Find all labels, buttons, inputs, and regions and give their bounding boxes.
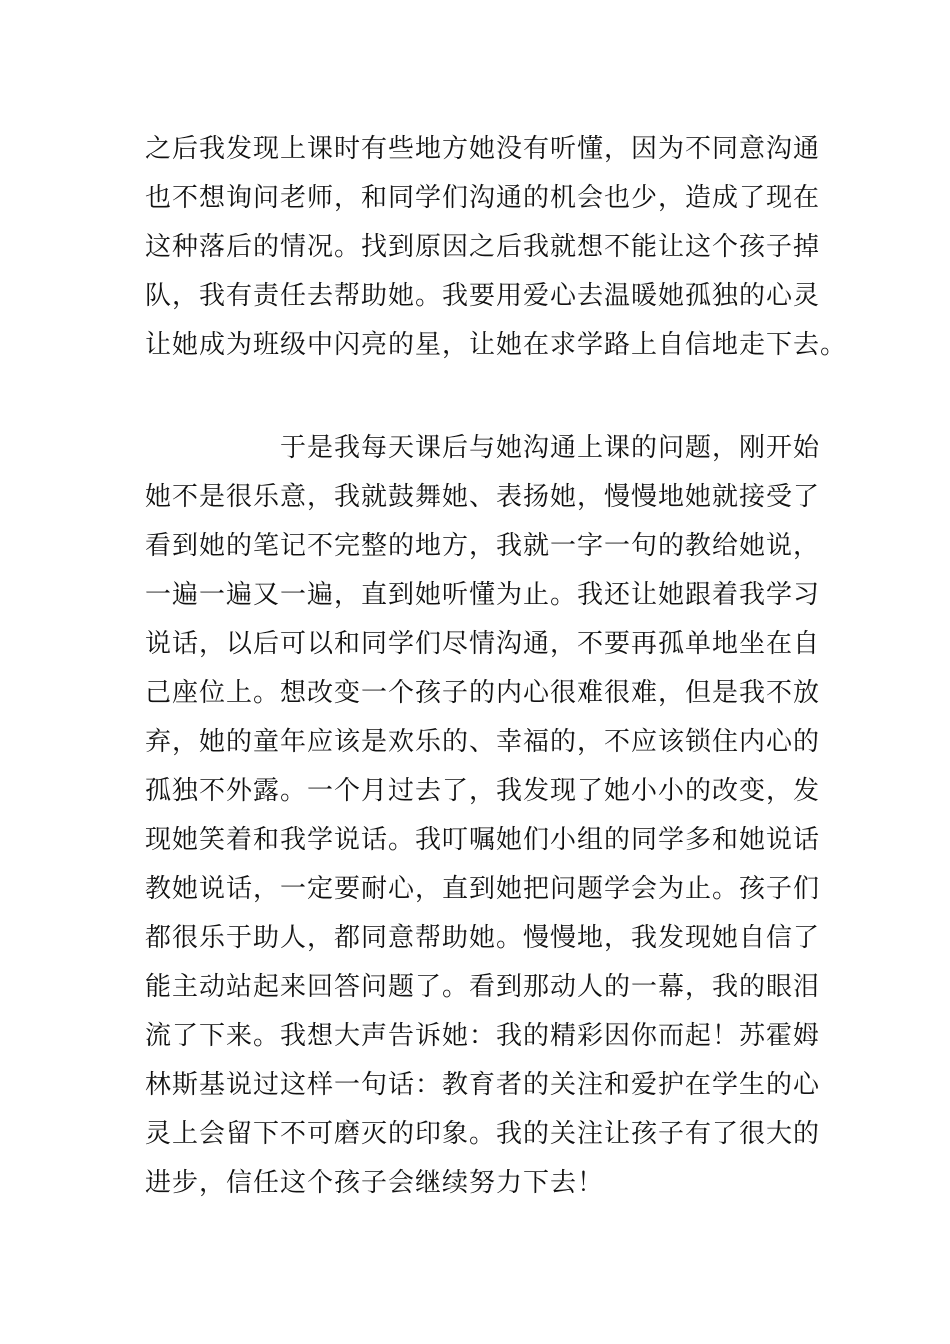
text-line: 现她笑着和我学说话。我叮嘱她们小组的同学多和她说话: [145, 825, 821, 855]
text-line: 一遍一遍又一遍，直到她听懂为止。我还让她跟着我学习: [145, 580, 821, 610]
paragraph-2: [145, 424, 821, 1208]
text-line: 她不是很乐意，我就鼓舞她、表扬她，慢慢地她就接受了: [145, 482, 821, 512]
text-line: 教她说话，一定要耐心，直到她把问题学会为止。孩子们: [145, 874, 821, 904]
text-line: 说话，以后可以和同学们尽情沟通，不要再孤单地坐在自: [145, 629, 821, 659]
text-line: 让她成为班级中闪亮的星，让她在求学路上自信地走下去。: [145, 330, 848, 360]
text-line: 都很乐于助人，都同意帮助她。慢慢地，我发现她自信了: [145, 923, 821, 953]
text-line: 林斯基说过这样一句话：教育者的关注和爱护在学生的心: [145, 1070, 821, 1100]
text-line: 于是我每天课后与她沟通上课的问题，刚开始: [145, 433, 821, 463]
text-line: 之后我发现上课时有些地方她没有听懂，因为不同意沟通: [145, 134, 821, 164]
text-line: 弃，她的童年应该是欢乐的、幸福的，不应该锁住内心的: [145, 727, 821, 757]
text-line: 孤独不外露。一个月过去了，我发现了她小小的改变，发: [145, 776, 821, 806]
text-line: 灵上会留下不可磨灭的印象。我的关注让孩子有了很大的: [145, 1119, 821, 1149]
text-line: 进步，信任这个孩子会继续努力下去！: [145, 1168, 605, 1198]
text-line: 队，我有责任去帮助她。我要用爱心去温暖她孤独的心灵: [145, 281, 821, 311]
text-line: 己座位上。想改变一个孩子的内心很难很难，但是我不放: [145, 678, 821, 708]
text-line: 也不想询问老师，和同学们沟通的机会也少，造成了现在: [145, 183, 821, 213]
text-line: 流了下来。我想大声告诉她：我的精彩因你而起！苏霍姆: [145, 1021, 821, 1051]
text-line: 看到她的笔记不完整的地方，我就一字一句的教给她说，: [145, 531, 821, 561]
paragraph-1: [145, 125, 848, 370]
text-line: 这种落后的情况。找到原因之后我就想不能让这个孩子掉: [145, 232, 821, 262]
text-line: 能主动站起来回答问题了。看到那动人的一幕，我的眼泪: [145, 972, 821, 1002]
